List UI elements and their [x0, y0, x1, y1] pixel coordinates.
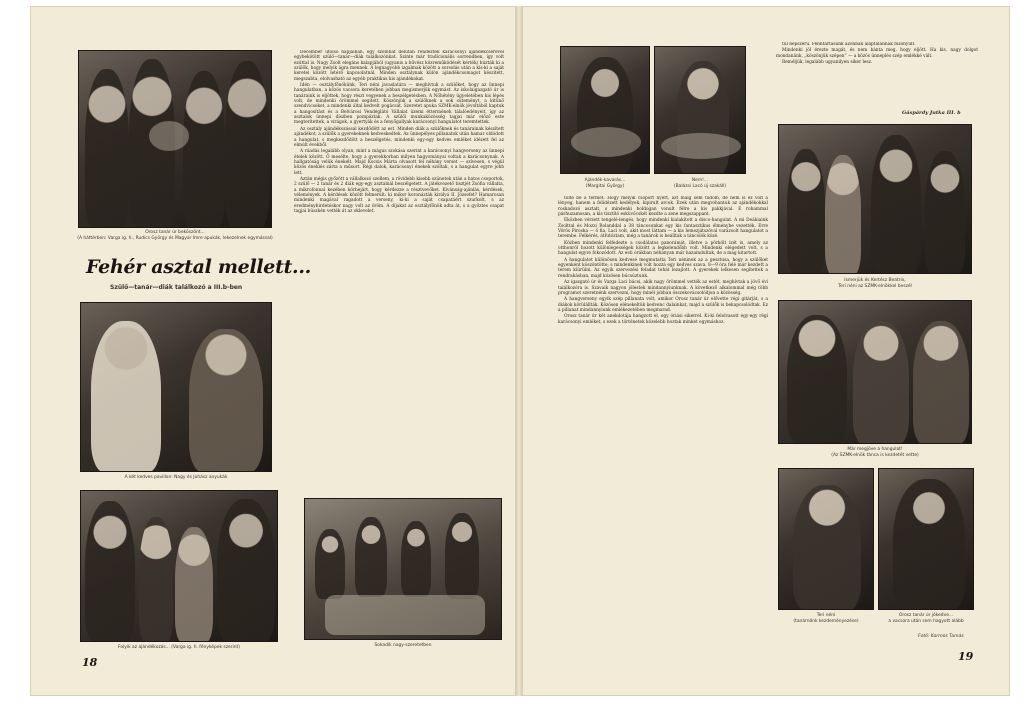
- article-body-column: tölte be a termet. Hogy melyik csoport nyert, azt máig sem tudom, de nem is ez volt a lényeg, hanem a felidézett kedélyek, kipirult arcok. Ezek után megrohantuk az ajándékokkal roskadozó asztalt, s mindenki boldogan vonult félre a kis pakkjával. E rohammal párhuzamosan, a kis tisztító esküvőcskét kezdte a zene megszappant. Eközben vérzett tengelé-lengés, hogy mindenki kialakított a disco-hangulat. A mi Deákiaink Zsolttal és Mozzi Rolanddal a 38 táncosunkat egy kis fantasztikus élménybe vezették. Erre Vörös Piroska — ő fia, Laci volt, akit most láttam — a kis lemezjátszóval varázsolt hangulatot a terembe. Felkérés, átfutóztam, még a tanárok is beálltak a táncolók közé. Közben mindenki felfedezte a csodálatos panorámát, illetve a pörkölt ízét is, amely az otthonról hozott különlegességek között a legkelendőbb volt. Mindenki elégedett volt, s a hangulat egyre fokozódott. Az esti órákban néhányan már hazaindultak, de a mag kitartott. A hangulatot különösen kedvesé megmutatta Teri néninek az a gesztusa, hogy a szülőket egyenként köszöntötte, s mindenkinek volt hozzá egy kedves szava. 8—9 óra felé már kezdett a terem kiürülni. Az egyik szervezési feladat tehát lezajlott. A gyerekek lelkesen segítettek a rendrakásban, majd közösen búcsúztunk. Az igazgató úr és Varga Laci bácsi, akik nagy örömmel vették az estét, meghívtak a jövő évi találkozóra is. Szavaik nagyon jólestek mindannyiunknak. A következő alkalommal még több programot szeretnénk szervezni, hogy minél jobban összekovácsolódjon a közösség. A hangverseny egyik szép pillanata volt, amikor Orosz tanár úr elővette régi gitárját, s a diákok körülállták. Közösen elénekeltük kedvenc dalainkat, majd a szülők is bekapcsolódtak. Ez a pillanat mindannyiunk emlékezetében megmarad. Orosz tanár úr két anekdotája hangzott el, egy óriási sikerrel. Ki-ki felolvasott egy-egy régi karácsonyi emléket, s ezek a történetek közelebb hoztak minket egymáshoz.: [558, 196, 768, 325]
- photo-crowd-party: [304, 498, 502, 640]
- photo-caption: Nem!... (Balázsi Lacó új szakáll): [673, 178, 727, 189]
- photo-caption: Már megjöve a hangulat! (Az SZMK-elnök tánca is kezdetét vette): [831, 447, 919, 458]
- photo-teri-neni: [778, 468, 874, 610]
- photo-caption: Ismerjük és Kertész Beatrix, Teri néni az SZMK-elnökkel beszél: [838, 278, 912, 289]
- photo-gift-exchange: [80, 490, 278, 642]
- photo-caption: Sokadik nagy-szeretetben: [374, 643, 432, 648]
- author-signature: Gáspárdy Jutka III. b: [902, 110, 961, 116]
- photo-gift-mixing: [560, 46, 650, 174]
- article-body-column: December utolsó napjaiban, egy szombat délután rendezték karácsonyi ajándékcserével egybekötött szülő—tanár—diák találkozónkat. Szinte már tradícionális sorrendben, így volt ezúttal is. Nagy Zsolt elegáns kalapjából (ugyanis a bűvész közreműködését kérték) húzták ki a szülők, hogy melyik ágra mennek. A legnagyobb izgalmak között a sorsolás után a kis-ki a saját keretei között letérő kapcsolatnál. Minden osztálynak külön ajándékcsomagot készített, megszabta, elolvasható az egyéb praktikus kis ajándékokat. Idén — osztályfőnökünk, Teri néni javaslatára — meghívtuk a szülőket, hogy az ünnepi hangulatban, a közös vacsora keretében jobban megismerjük egymást. Az iskolaigazgató úr is tanáraink is eljöttek, hogy részt vegyenek a beszélgetésben. A Nőhétény ügyeletében kis lépés volt, de mindenki örömmel segített. Köszönjük a szülőknek a sok süteményt, a kitűnő szendvicseket, a mindenki által kedvelt pogácsát. Szeretet apuka SZMK-elnök jóvoltából kaptuk a hangosítást és a Belvárosi Vendéglátó Vállalat üzemi éttermének tálalóedényeit, így az asztalok ünnepi díszben pompáztak. A szülői munkaközösség tagjai már előző este megterítettek, a virágok, a gyertyák és a fenyőgallyak karácsonyi hangulatot teremtettek. Az osztály ajándékozással kezdődött az est. Minden diák a szülőknek és tanárainak készített ajándékot, a szülők a gyerekeknek kedveskedtek. Az ünnepélyes pillanatok után hamar oldódott a hangulat, s megkezdődött a beszélgetés, mindenki egy-egy kedves emléket idézett fel az elmúlt évekből. A ráadás legalább olyan, mint a mágus szokása szerint a karácsonyi hangverseny az ünnepi ételek között. Ő mesélte, hogy a gyerekkorban milyen hagyományai voltak a karácsonynak. A hallgatóság velük énekelt. Majd Kocsis Márta olvasott fel néhány verset — szívesen, s végül közös éneklés zárta a műsort. Régi dalok, karácsonyi énekek szóltak, s a hangulat egyre jobb lett. Aztán mégis győzött a vállalkozó szellem, a rövidebb kisebb szünetek után a hatos csoportok, 2 szülő — 2 tanár és 2 diák egy-egy asztalnál beszélgetett. A játékvezető tisztjét Zsófia vállalta, a mikrofonnal kezében körbejárt, hogy kérdezze a résztvevőket. Kívánság-ajánlás, kérdések, vélemények. A kérdések között felmerült: ki mikor koronázták királyá II. Józsefet? Hamarosan mindenki magával ragadott a verseny, ki-ki a saját csapatáért szurkolt, s az eredményhirdetéskor nagy volt az öröm. A díjakat az osztályfőnök adta át, s a győztes csapat tagjai büszkén vették át az oklevelet.: [294, 50, 504, 214]
- photo-caption: Orosz tanár úr beköszönt... (A háttérben: Varga ig. h., Rudics György és Magyar Imre apukák, lekezelnek egymással): [77, 230, 273, 241]
- article-headline: Fehér asztal mellett...: [86, 256, 311, 278]
- photo-teacher-greeting: [78, 50, 272, 228]
- photo-no-reaction: [654, 46, 746, 174]
- photo-caption: A két kedves pavillon: Nagy és Juhász anyukák: [124, 475, 228, 480]
- photo-good-mood: [778, 300, 972, 444]
- photo-caption: Orosz tanár úr jókedve... a vacsora után sem hagyott alább: [888, 613, 964, 624]
- photo-dance-floor: [778, 124, 972, 274]
- right-page: [522, 6, 1010, 696]
- article-subheadline: Szülő—tanár—diák találkozó a III.b-ben: [110, 284, 243, 291]
- photo-caption: Ajándék-kavarás... (Margitai György): [584, 178, 626, 189]
- photo-caption: Folyik az ajándékozás... (Varga ig. h. fényképek szerint): [118, 645, 240, 650]
- photo-credit: Fotó: Kormos Tamás: [918, 634, 964, 639]
- page-number: 19: [958, 650, 974, 663]
- left-page: [30, 6, 516, 696]
- photo-caption: Teri néni (tanárnőnk kezdeményezése): [793, 613, 859, 624]
- photo-teacher-cheer: [878, 468, 974, 610]
- page-number: 18: [82, 656, 98, 669]
- article-body-top: túl népszerű. Fenntartásunk azonban alaptalannak bizonyult. Mindenki jól érezte magát, és nem bánta meg, hogy eljött. Ha kis, nagy dolgot mondanánk, „köszönjük szépen” — a közös ünneplés szép emlékké vált. Reméljük, legalább ugyanilyen siker lesz.: [776, 42, 978, 66]
- photo-two-mothers: [80, 302, 272, 472]
